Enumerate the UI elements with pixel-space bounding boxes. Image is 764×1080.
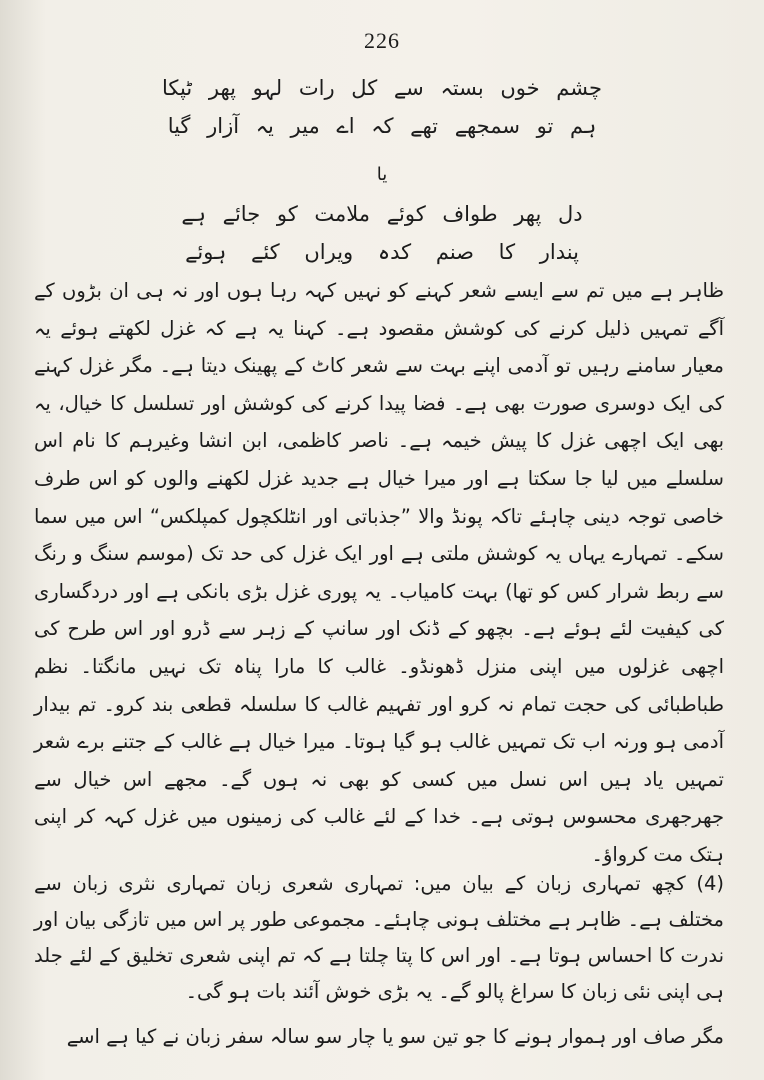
verse-couplet2-line1: دل پھر طواف کوئے ملامت کو جائے ہے: [181, 202, 583, 226]
body-paragraph-2: [34, 866, 724, 1010]
verse-couplet1-line2: ہم تو سمجھے تھے کہ اے میر یہ آزار گیا: [167, 114, 597, 138]
verse-couplet1-line1: چشم خوں بستہ سے کل رات لہو پھر ٹپکا: [162, 76, 602, 100]
body-paragraph-3: [34, 1018, 724, 1056]
paragraph-text: مگر صاف اور ہموار ہونے کا جو تین سو یا چار سو سالہ سفر زبان نے کیا ہے اسے: [66, 1025, 724, 1048]
verse-separator: یا: [376, 164, 388, 185]
body-paragraph-1: [34, 272, 724, 874]
verse-couplet2-line2: پندار کا صنم کدہ ویراں کئے ہوئے: [185, 240, 579, 264]
paragraph-text: ظاہر ہے میں تم سے ایسے شعر کہنے کو نہیں کہہ رہا ہوں اور نہ ہی ان بڑوں کے آگے تمہیں ذلیل کرنے کی کوشش مقصود ہے۔ کہنا یہ ہے کہ غزل لکھتے ہوئے یہ معیار سامنے رہیں تو آدمی اپنے بہت سے شعر کاٹ کے پھینک دیتا ہے۔ مگر غزل کہنے کی ایک دوسری صورت بھی ہے۔ فضا پیدا کرنے کی کوشش اور تسلسل کا خیال، یہ بھی ایک اچھی غزل کا پیش خیمہ ہے۔ ناصر کاظمی، ابن انشا وغیرہم کا نام اس سلسلے میں لیا جا سکتا ہے اور میرا خیال ہے جدید غزل لکھنے والوں کو اس طرف خاصی توجہ دینی چاہئے تاکہ پونڈ والا ”جذباتی اور انٹلکچول کمپلکس“ اس میں سما سکے۔ تمہارے یہاں یہ کوشش ملتی ہے اور ایک غزل کی حد تک (موسم سنگ و رنگ سے ربط شرار کس کو تھا) بہت کامیاب۔ یہ پوری غزل بڑی بانکی ہے اور دردگساری کی کیفیت لئے ہوئے ہے۔ بچھو کے ڈنک اور سانپ کے زہر سے ڈرو اور اس طرح کی اچھی غزلوں میں اپنی منزل ڈھونڈو۔ غالب کا مارا پناہ تک نہیں مانگتا۔ نظم طباطبائی کی حجت تمام نہ کرو اور تفہیم غالب کا سلسلہ قطعی بند کرو۔ تم بیدار آدمی ہو ورنہ اب تک تمہیں غالب ہو گیا ہوتا۔ میرا خیال ہے غالب کے جتنے برے شعر تمہیں یاد ہیں اس نسل میں کسی کو بھی نہ ہوں گے۔ مجھے اس خیال سے جھرجھری محسوس ہوتی ہے۔ خدا کے لئے غالب کی زمینوں میں غزل کہہ کر اپنی ہتک مت کرواؤ۔: [34, 279, 724, 866]
paragraph-text: (4) کچھ تمہاری زبان کے بیان میں: تمہاری شعری زبان تمہاری نثری زبان سے مختلف ہے۔ ظاہر ہے مختلف ہونی چاہئے۔ مجموعی طور پر اس میں تازگی بیان اور ندرت کا احساس ہوتا ہے۔ اور اس کا پتا چلتا ہے کہ تم اپنی شعری تخلیق کے لئے جلد ہی اپنی نئی زبان کا سراغ پالو گے۔ یہ بڑی خوش آئند بات ہو گی۔: [34, 872, 724, 1003]
page-number: 226: [364, 28, 400, 53]
